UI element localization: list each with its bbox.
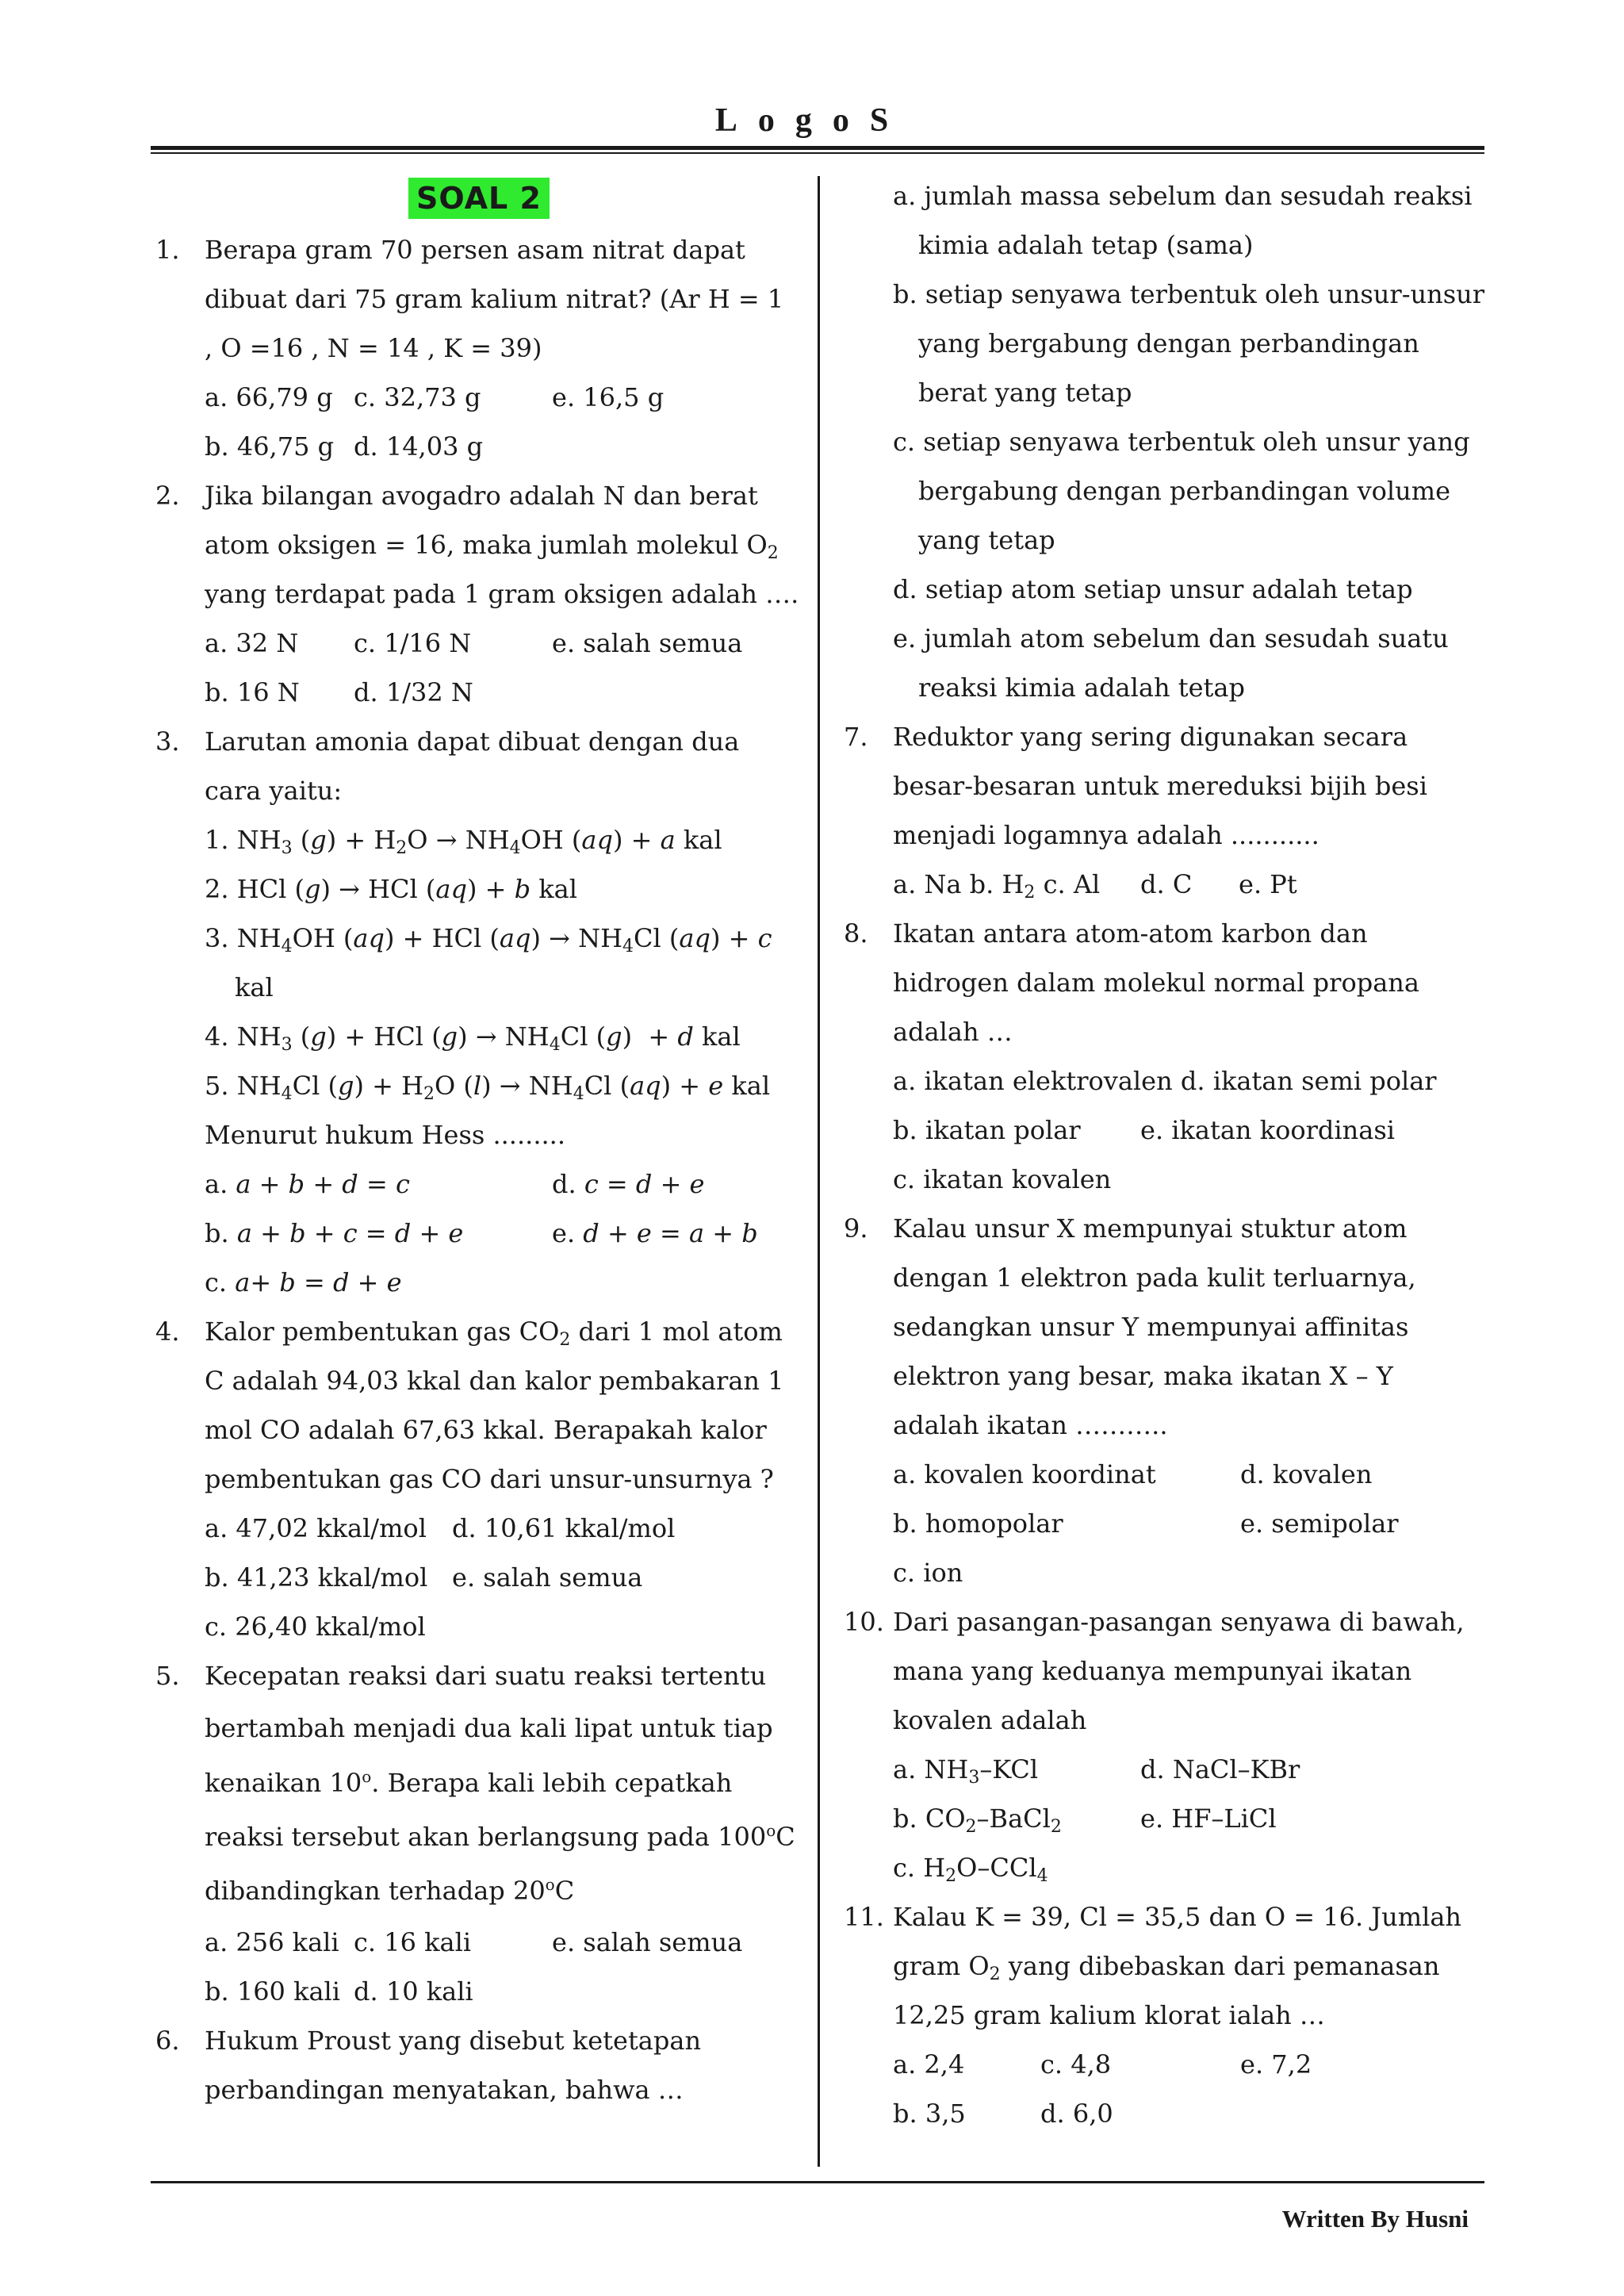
text-part: Kalor pembentukan gas CO — [205, 1317, 560, 1347]
option-label: d. — [552, 1169, 576, 1199]
option-eq: c = d + e — [584, 1169, 705, 1199]
option: d. C — [1140, 869, 1193, 899]
option: e. Pt — [1239, 869, 1297, 899]
question-text: mana yang keduanya mempunyai ikatan — [893, 1656, 1412, 1686]
reaction-3: 3. $NH_4OH$ (aq) + HCl $(aq) \to NH_4Cl$ (aq) + c — [205, 923, 772, 956]
option: e. salah semua — [452, 1562, 643, 1593]
section-label: SOAL 2 — [408, 178, 550, 219]
subscript: 2 — [989, 1964, 1001, 1984]
option — [893, 869, 1100, 903]
text-part: atom oksigen = 16, maka jumlah molekul O — [205, 530, 768, 560]
question-number: 7. — [844, 722, 868, 752]
option: b. ikatan polar — [893, 1115, 1081, 1145]
option: d. 1/32 N — [354, 677, 473, 707]
footer-author: Husni — [1405, 2205, 1469, 2233]
question-text: 12,25 gram kalium klorat ialah … — [893, 2000, 1325, 2030]
option: e. 7,2 — [1240, 2049, 1312, 2079]
option: e. jumlah atom sebelum dan sesudah suatu — [893, 623, 1449, 654]
question-text: C adalah 94,03 kkal dan kalor pembakaran 1 — [205, 1366, 784, 1396]
reaction-5: 5. $NH_4Cl$ $(g) + H_2O$ $(l) \to NH_4Cl$ (aq) + e kal — [205, 1071, 771, 1104]
text-part: reaksi tersebut akan berlangsung pada 100 — [205, 1822, 767, 1852]
option: d. setiap atom setiap unsur adalah tetap — [893, 574, 1413, 604]
text-part: c. Al — [1035, 869, 1101, 899]
option: d. NaCl–KBr — [1140, 1754, 1300, 1784]
question-text: kovalen adalah — [893, 1705, 1087, 1735]
subscript: 2 — [559, 1330, 571, 1350]
subscript: 2 — [1024, 883, 1036, 903]
option: c. 4,8 — [1040, 2049, 1112, 2079]
question-text — [205, 530, 779, 563]
option-cont: bergabung dengan perbandingan volume — [918, 476, 1451, 506]
option: e. 16,5 g — [552, 382, 665, 412]
question-text: Larutan amonia dapat dibuat dengan dua — [205, 726, 740, 757]
option-label: e. — [552, 1218, 576, 1248]
option-eq: a + b + c = d + e — [236, 1218, 464, 1248]
option: a. jumlah massa sebelum dan sesudah reaksi — [893, 181, 1473, 211]
question-text: Reduktor yang sering digunakan secara — [893, 722, 1408, 752]
option — [552, 1218, 758, 1248]
text-part: dari 1 mol atom — [570, 1317, 783, 1347]
option: a. 47,02 kkal/mol — [205, 1513, 427, 1543]
option — [205, 1169, 410, 1199]
question-number: 6. — [155, 2026, 180, 2056]
question-text: pembentukan gas CO dari unsur-unsurnya ? — [205, 1464, 774, 1494]
question-text — [893, 1951, 1439, 1984]
text-part: a. Na b. H — [893, 869, 1025, 899]
option: b. 3,5 — [893, 2099, 966, 2129]
header-rule — [151, 146, 1484, 150]
text-part: yang dibebaskan dari pemanasan — [1000, 1951, 1440, 1981]
question-text: hidrogen dalam molekul normal propana — [893, 968, 1419, 998]
option: b. $CO_2-BaCl_2$ — [893, 1803, 1062, 1837]
option: c. setiap senyawa terbentuk oleh unsur yang — [893, 427, 1470, 457]
option: a. kovalen koordinat — [893, 1459, 1156, 1489]
question-text: Dari pasangan-pasangan senyawa di bawah, — [893, 1607, 1465, 1637]
option: a. 32 N — [205, 628, 299, 658]
option-cont: berat yang tetap — [918, 378, 1132, 408]
option: e. HF–LiCl — [1140, 1803, 1277, 1834]
option-cont: yang tetap — [918, 525, 1055, 555]
question-number: 1. — [155, 235, 180, 265]
header-rule-thin — [151, 152, 1484, 154]
option: b. homopolar — [893, 1508, 1063, 1539]
option-label: c. — [205, 1267, 228, 1297]
footer-rule — [151, 2181, 1484, 2183]
subscript: 2 — [767, 543, 779, 563]
option: c. $H_2O-CCl_4$ — [893, 1853, 1048, 1886]
option: c. ion — [893, 1558, 963, 1588]
option: e. salah semua — [552, 1927, 743, 1957]
option: b. setiap senyawa terbentuk oleh unsur-unsur — [893, 279, 1485, 309]
reaction-2: 2. HCl (g) → HCl (aq) + b kal — [205, 874, 577, 904]
option: b. 16 N — [205, 677, 300, 707]
question-text: bertambah menjadi dua kali lipat untuk tiap — [205, 1713, 773, 1743]
question-text: adalah … — [893, 1017, 1013, 1047]
question-text: adalah ikatan ……….. — [893, 1410, 1168, 1440]
question-number: 9. — [844, 1213, 868, 1244]
option: c. 16 kali — [354, 1927, 472, 1957]
question-text: dengan 1 elektron pada kulit terluarnya, — [893, 1263, 1416, 1293]
option — [552, 1169, 704, 1199]
footer-prefix: Written By — [1281, 2205, 1406, 2233]
option: b. 41,23 kkal/mol — [205, 1562, 428, 1593]
option: a. $NH_3$–KCl — [893, 1754, 1039, 1788]
option-cont: kimia adalah tetap (sama) — [918, 230, 1254, 260]
column-divider — [818, 176, 820, 2167]
question-number: 4. — [155, 1317, 180, 1347]
option: c. 1/16 N — [354, 628, 472, 658]
option-eq: a+ b = d + e — [235, 1267, 402, 1297]
superscript: o — [766, 1821, 776, 1840]
option: a. ikatan elektrovalen d. ikatan semi polar — [893, 1066, 1437, 1096]
reaction-1: 1. $NH_3$ $(g) + H_2O \to NH_4OH$ (aq) + a kal — [205, 825, 722, 858]
footer-credit — [1282, 2205, 1469, 2233]
option: c. ikatan kovalen — [893, 1164, 1112, 1194]
option: d. 10,61 kkal/mol — [452, 1513, 676, 1543]
question-number: 3. — [155, 726, 180, 757]
question-text: dibuat dari 75 gram kalium nitrat? (Ar H = 1 — [205, 284, 784, 314]
text-part: kenaikan 10 — [205, 1768, 362, 1798]
option-eq: a + b + d = c — [236, 1169, 410, 1199]
superscript: o — [545, 1875, 555, 1894]
reaction-3-cont: kal — [235, 972, 274, 1002]
option: c. 26,40 kkal/mol — [205, 1612, 426, 1642]
question-text — [205, 1767, 732, 1798]
option: a. 66,79 g — [205, 382, 333, 412]
question-text: besar-besaran untuk mereduksi bijih besi — [893, 771, 1427, 801]
question-text: Jika bilangan avogadro adalah N dan berat — [205, 481, 758, 511]
question-number: 2. — [155, 481, 180, 511]
question-number: 11. — [844, 1902, 884, 1932]
question-text: Kalau K = 39, Cl = 35,5 dan O = 16. Jumlah — [893, 1902, 1461, 1932]
question-text: Hukum Proust yang disebut ketetapan — [205, 2026, 702, 2056]
question-text: cara yaitu: — [205, 776, 343, 806]
question-number: 10. — [844, 1607, 884, 1637]
question-number: 5. — [155, 1661, 180, 1691]
option-label: a. — [205, 1169, 228, 1199]
reaction-4: 4. $NH_3$ (g) + HCl $(g) \to NH_4Cl$ (g) + d kal — [205, 1022, 741, 1055]
question-text: Menurut hukum Hess ......... — [205, 1120, 565, 1150]
option-label: b. — [205, 1218, 229, 1248]
question-text: Kalau unsur X mempunyai stuktur atom — [893, 1213, 1408, 1244]
option: d. kovalen — [1240, 1459, 1373, 1489]
option: e. ikatan koordinasi — [1140, 1115, 1395, 1145]
option: b. 46,75 g — [205, 431, 335, 462]
option: a. 256 kali — [205, 1927, 339, 1957]
option-cont: reaksi kimia adalah tetap — [918, 673, 1245, 703]
option: b. 160 kali — [205, 1976, 341, 2007]
question-text: Ikatan antara atom-atom karbon dan — [893, 918, 1368, 949]
question-text: Kecepatan reaksi dari suatu reaksi tertentu — [205, 1661, 767, 1691]
option — [205, 1218, 463, 1248]
question-text: perbandingan menyatakan, bahwa … — [205, 2075, 684, 2105]
text-part: dibandingkan terhadap 20 — [205, 1876, 546, 1906]
question-text: sedangkan unsur Y mempunyai affinitas — [893, 1312, 1409, 1342]
question-text: , O =16 , N = 14 , K = 39) — [205, 333, 542, 363]
question-text — [205, 1821, 795, 1852]
question-text — [205, 1317, 783, 1350]
header-title: LogoS — [714, 102, 910, 139]
question-number: 8. — [844, 918, 868, 949]
option: d. 10 kali — [354, 1976, 473, 2007]
question-text: mol CO adalah 67,63 kkal. Berapakah kalor — [205, 1415, 767, 1445]
option-cont: yang bergabung dengan perbandingan — [918, 328, 1419, 358]
text-part: C — [554, 1876, 575, 1906]
option: d. 6,0 — [1040, 2099, 1113, 2129]
superscript: o — [362, 1767, 372, 1786]
option: e. salah semua — [552, 628, 743, 658]
option: e. semipolar — [1240, 1508, 1399, 1539]
option: a. 2,4 — [893, 2049, 965, 2079]
text-part: gram O — [893, 1951, 990, 1981]
option-eq: d + e = a + b — [583, 1218, 758, 1248]
option: d. 14,03 g — [354, 431, 484, 462]
text-part: . Berapa kali lebih cepatkah — [371, 1768, 733, 1798]
option — [205, 1267, 402, 1297]
question-text: Berapa gram 70 persen asam nitrat dapat — [205, 235, 745, 265]
text-part: C — [776, 1822, 795, 1852]
question-text: elektron yang besar, maka ikatan X – Y — [893, 1361, 1393, 1391]
question-text: yang terdapat pada 1 gram oksigen adalah …. — [205, 579, 799, 609]
option: c. 32,73 g — [354, 382, 481, 412]
question-text: menjadi logamnya adalah ........... — [893, 820, 1320, 850]
question-text — [205, 1875, 574, 1906]
